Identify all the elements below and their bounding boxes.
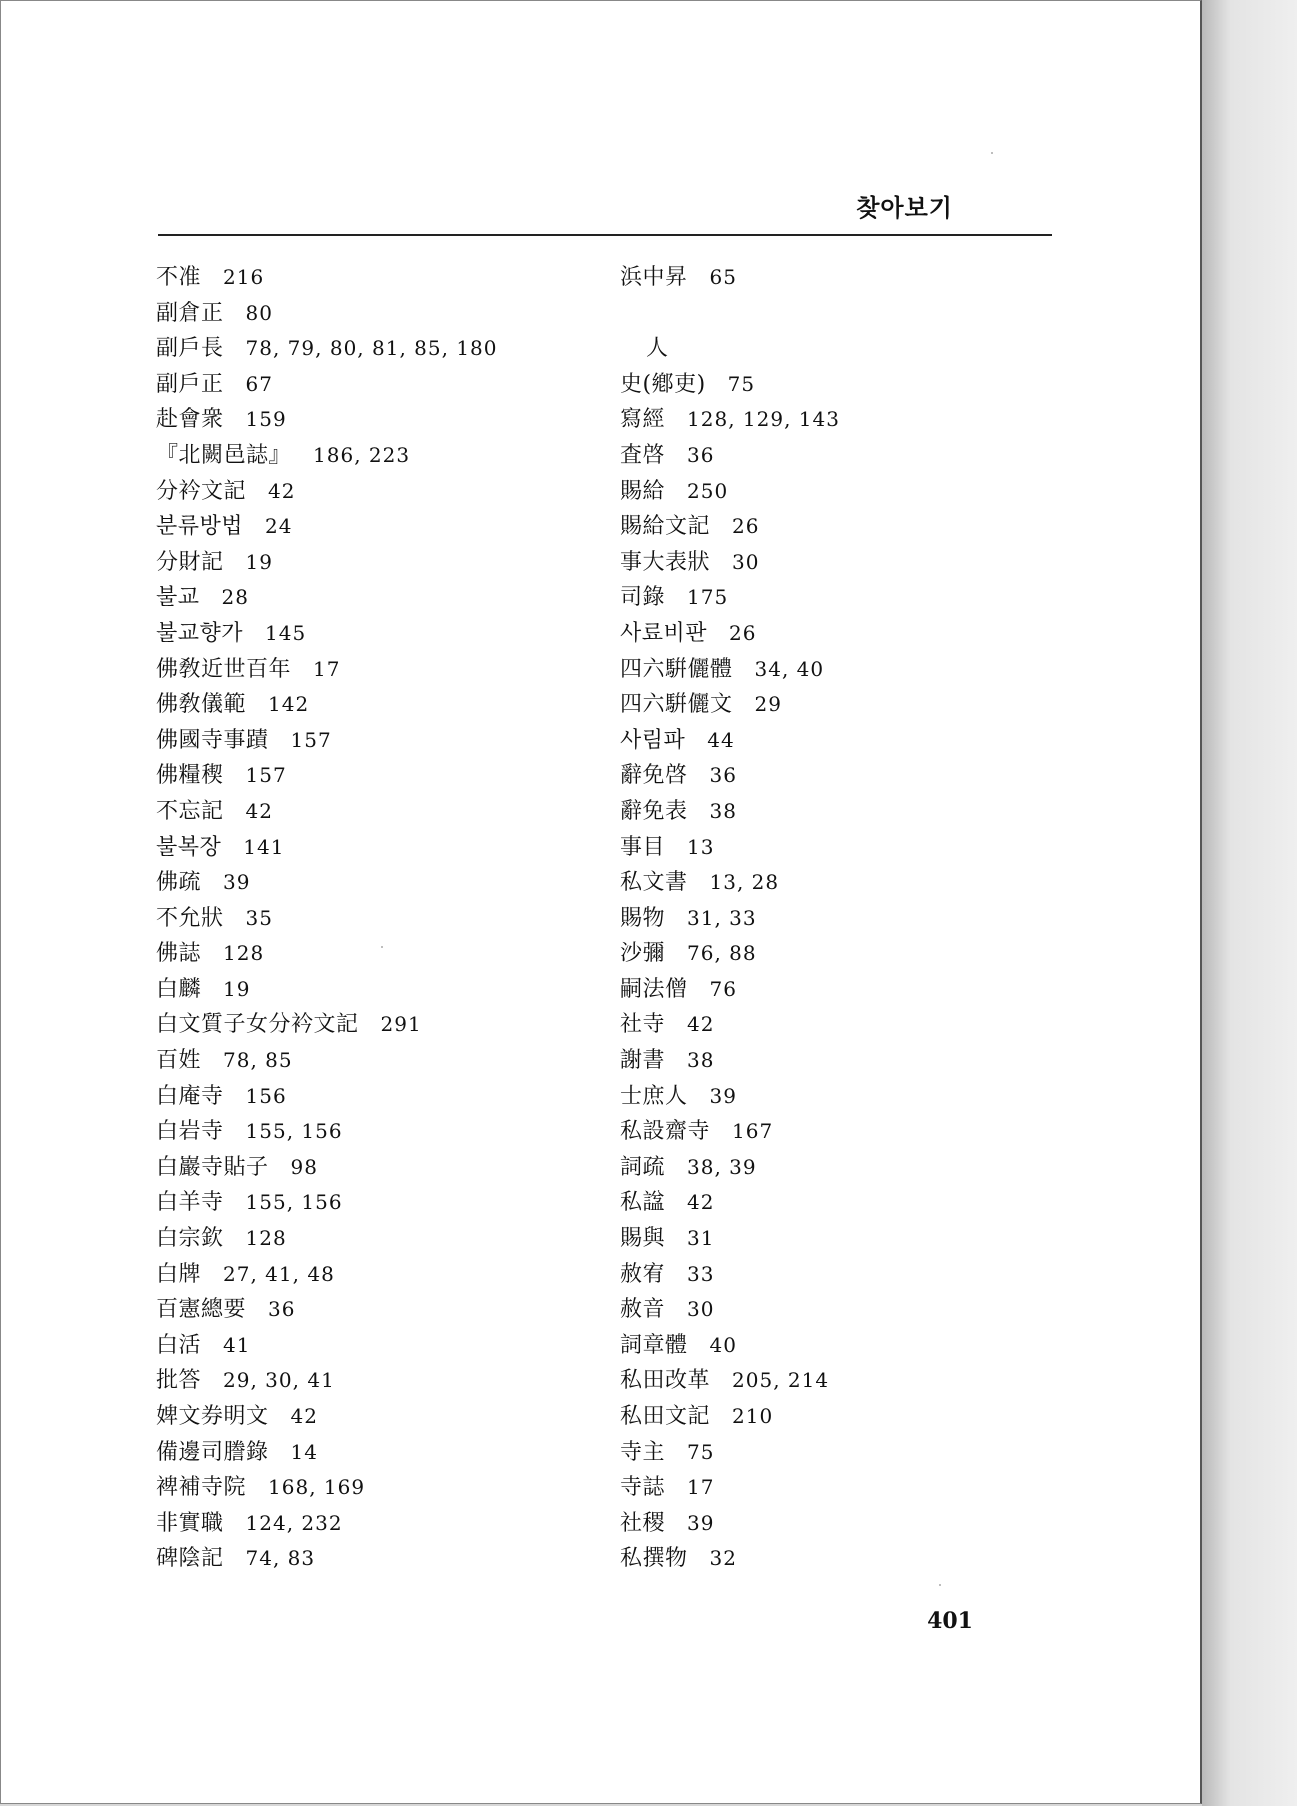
index-term: 詞疏: [620, 1154, 666, 1180]
index-term: 賜物: [620, 905, 666, 931]
paper-speck: [381, 946, 383, 948]
index-pages: 145: [265, 620, 307, 645]
index-entry: [620, 687, 1060, 723]
index-pages: 155, 156: [245, 1119, 343, 1144]
index-term: 佛敎近世百年: [156, 656, 292, 682]
index-term: 私田改革: [620, 1368, 711, 1394]
page-number: 401: [927, 1608, 973, 1634]
index-entry: [156, 331, 596, 367]
index-pages: 32: [709, 1546, 737, 1571]
index-term: 私設齋寺: [620, 1119, 711, 1145]
index-entry: [620, 260, 1060, 296]
index-entry: [620, 1399, 1060, 1435]
index-entry: [620, 1292, 1060, 1328]
index-entry: [156, 1257, 596, 1293]
index-term: 白牌: [156, 1261, 202, 1287]
index-term: 備邊司謄錄: [156, 1439, 269, 1465]
index-entry: [156, 758, 596, 794]
index-pages: 75: [727, 371, 756, 396]
index-pages: 39: [223, 870, 251, 895]
index-term: 士庶人: [620, 1083, 688, 1109]
index-entry: [156, 1150, 596, 1186]
index-pages: 205, 214: [732, 1368, 830, 1393]
index-entry: [156, 865, 596, 901]
index-entry: [620, 1541, 1060, 1577]
index-term: 不允狀: [156, 905, 224, 931]
index-entry: [156, 1470, 596, 1506]
index-entry: [620, 1007, 1060, 1043]
index-term: 司錄: [620, 585, 666, 611]
index-entry: [156, 474, 596, 510]
index-term: 赴會衆: [156, 407, 224, 433]
index-entry: [620, 580, 1060, 616]
index-entry: [620, 509, 1060, 545]
index-pages: 29: [754, 692, 782, 717]
header-rule: [158, 234, 1052, 236]
index-pages: 75: [687, 1439, 715, 1464]
index-term: 詞章體: [620, 1332, 688, 1358]
index-pages: 291: [380, 1012, 422, 1037]
index-pages: 42: [687, 1190, 715, 1215]
index-pages: 40: [709, 1332, 737, 1357]
index-term: 不准: [156, 265, 202, 290]
index-term: 寺主: [620, 1439, 666, 1465]
index-entry: [620, 1435, 1060, 1471]
index-entry: [620, 1363, 1060, 1399]
index-term: 史(鄕吏): [620, 371, 706, 397]
index-pages: 36: [268, 1297, 296, 1322]
index-term: 寺誌: [620, 1475, 666, 1501]
index-term: 賜與: [620, 1226, 666, 1252]
index-pages: 216: [223, 265, 265, 289]
index-entry: [620, 1470, 1060, 1506]
index-term: 佛疏: [156, 870, 202, 896]
index-entry: [156, 723, 596, 759]
index-pages: 65: [709, 265, 737, 289]
index-term: 婢文券明文: [156, 1404, 269, 1429]
index-column-left: [156, 260, 596, 1577]
index-pages: 31, 33: [687, 905, 757, 930]
index-entry: [620, 1150, 1060, 1186]
index-entry: [620, 865, 1060, 901]
index-pages: 19: [223, 976, 251, 1001]
index-entry: [620, 438, 1060, 474]
index-pages: 42: [268, 478, 296, 503]
index-pages: 67: [245, 371, 273, 396]
index-pages: 128: [223, 941, 265, 966]
index-term: 浜中昇: [620, 265, 688, 290]
index-term: 社寺: [620, 1012, 666, 1038]
index-entry: [620, 723, 1060, 759]
index-term: 百姓: [156, 1048, 202, 1074]
index-entry: [620, 402, 1060, 438]
index-entry: [620, 1043, 1060, 1079]
index-term: 非實職: [156, 1510, 224, 1536]
index-term: 불교향가: [156, 620, 244, 646]
index-pages: 33: [687, 1261, 715, 1286]
index-pages: 24: [265, 514, 293, 539]
index-group-top: [620, 260, 1060, 296]
index-entry: [620, 936, 1060, 972]
index-pages: 175: [687, 585, 729, 610]
index-term: 私撰物: [620, 1546, 688, 1572]
page-edge-shadow: [1202, 0, 1297, 1806]
index-term: 私文書: [620, 870, 688, 896]
index-entry: [620, 972, 1060, 1008]
index-term: 辭免表: [620, 798, 688, 824]
index-entry: [156, 1363, 596, 1399]
index-pages: 38: [709, 798, 737, 823]
index-pages: 76, 88: [687, 941, 757, 966]
index-pages: 80: [245, 300, 273, 325]
index-entry: [620, 616, 1060, 652]
index-entry: [156, 438, 596, 474]
index-pages: 26: [729, 620, 757, 645]
index-pages: 210: [732, 1404, 774, 1428]
index-pages: 13, 28: [709, 870, 780, 895]
index-entry: [156, 1399, 596, 1435]
index-pages: 42: [290, 1404, 318, 1428]
index-term: 嗣法僧: [620, 976, 688, 1002]
index-column-right: [620, 260, 1060, 1577]
index-pages: 42: [687, 1012, 715, 1037]
index-pages: 28: [221, 585, 249, 610]
index-pages: 157: [245, 763, 287, 788]
index-pages: 13: [687, 834, 715, 859]
index-entry: [156, 1114, 596, 1150]
index-pages: 38, 39: [687, 1154, 757, 1179]
index-entry: [156, 616, 596, 652]
index-pages: 186, 223: [313, 442, 411, 467]
index-entry: [156, 1541, 596, 1577]
index-term: 白羊寺: [156, 1190, 224, 1216]
index-entry: [156, 972, 596, 1008]
index-term: 佛誌: [156, 941, 202, 967]
index-entry: [156, 296, 596, 332]
index-entry: [156, 509, 596, 545]
index-entry: [156, 1221, 596, 1257]
index-pages: 17: [313, 656, 341, 681]
index-term: 赦音: [620, 1297, 666, 1323]
index-entry: [156, 652, 596, 688]
index-pages: 44: [707, 727, 735, 752]
index-term: 白庵寺: [156, 1083, 224, 1109]
index-term: 白麟: [156, 976, 202, 1002]
index-entry: [156, 830, 596, 866]
index-pages: 26: [732, 514, 760, 539]
index-pages: 167: [732, 1119, 774, 1144]
index-pages: 74, 83: [245, 1546, 316, 1571]
index-pages: 36: [687, 442, 715, 467]
index-term: 私田文記: [620, 1404, 711, 1429]
index-entry: [156, 1435, 596, 1471]
index-pages: 27, 41, 48: [223, 1261, 335, 1286]
index-pages: 250: [687, 478, 729, 503]
index-entry: [620, 474, 1060, 510]
index-term: 白活: [156, 1332, 202, 1358]
index-term: 白文質子女分衿文記: [156, 1012, 359, 1038]
index-entry: [620, 1079, 1060, 1115]
index-entry: [156, 936, 596, 972]
index-entry: [620, 794, 1060, 830]
index-term: 불교: [156, 585, 200, 611]
index-pages: 128: [245, 1226, 287, 1251]
index-term: 批答: [156, 1368, 202, 1394]
index-entry: [156, 1007, 596, 1043]
index-pages: 38: [687, 1048, 715, 1073]
index-term: 白宗欽: [156, 1226, 224, 1252]
index-entry: [156, 901, 596, 937]
index-entry: [620, 1328, 1060, 1364]
index-entry: [156, 1506, 596, 1542]
index-term: 분류방법: [156, 514, 244, 540]
index-entry: [156, 1185, 596, 1221]
index-group-section: [620, 367, 1060, 1577]
index-entry: [156, 1079, 596, 1115]
index-term: 佛國寺事蹟: [156, 727, 269, 753]
index-term: 私諡: [620, 1190, 666, 1216]
paper-speck: [939, 1584, 941, 1586]
index-entry: [156, 367, 596, 403]
index-pages: 98: [290, 1154, 318, 1179]
index-term: 碑陰記: [156, 1546, 224, 1572]
index-term: 불복장: [156, 834, 222, 860]
running-head: 찾아보기: [856, 194, 953, 222]
index-term: 四六騈儷文: [620, 692, 733, 718]
index-pages: 39: [709, 1083, 737, 1108]
index-pages: 156: [245, 1083, 287, 1108]
index-term: 사료비판: [620, 620, 708, 646]
index-term: 四六騈儷體: [620, 656, 733, 682]
index-term: 佛敎儀範: [156, 692, 247, 718]
section-gap: [620, 296, 1060, 332]
index-entry: [620, 901, 1060, 937]
index-pages: 128, 129, 143: [687, 407, 840, 432]
index-pages: 42: [245, 798, 273, 823]
index-pages: 142: [268, 692, 310, 717]
index-term: 사림파: [620, 727, 686, 753]
index-entry: [156, 1328, 596, 1364]
index-term: 事目: [620, 834, 666, 860]
index-term: 『北闕邑誌』: [156, 442, 292, 468]
index-term: 分財記: [156, 549, 224, 575]
index-pages: 39: [687, 1510, 715, 1535]
index-pages: 17: [687, 1475, 715, 1500]
index-term: 白岩寺: [156, 1119, 224, 1145]
index-pages: 141: [243, 834, 285, 859]
index-entry: [156, 402, 596, 438]
index-pages: 155, 156: [245, 1190, 343, 1215]
index-entry: [620, 1185, 1060, 1221]
index-entry: [620, 758, 1060, 794]
index-pages: 19: [245, 549, 273, 574]
index-pages: 168, 169: [268, 1475, 366, 1500]
index-entry: [620, 367, 1060, 403]
index-term: 沙彌: [620, 941, 666, 967]
index-entry: [156, 794, 596, 830]
index-entry: [156, 260, 596, 296]
index-term: 賜給文記: [620, 514, 711, 540]
index-term: 社稷: [620, 1510, 666, 1536]
index-entry: [620, 830, 1060, 866]
index-pages: 78, 85: [223, 1048, 293, 1073]
index-term: 副倉正: [156, 300, 224, 326]
index-pages: 14: [290, 1439, 318, 1464]
index-term: 裨補寺院: [156, 1475, 247, 1501]
index-term: 百憲總要: [156, 1297, 247, 1323]
index-entry: [620, 1257, 1060, 1293]
index-pages: 76: [709, 976, 737, 1001]
index-pages: 36: [709, 763, 737, 788]
index-entry: [156, 545, 596, 581]
index-entry: [620, 1506, 1060, 1542]
index-pages: 41: [223, 1332, 251, 1357]
index-term: 不忘記: [156, 798, 224, 824]
index-term: 赦宥: [620, 1261, 666, 1287]
index-term: 分衿文記: [156, 478, 247, 504]
index-term: 寫經: [620, 407, 666, 433]
section-letter: 人: [646, 336, 669, 362]
index-term: 副戶正: [156, 371, 224, 397]
index-pages: 30: [732, 549, 760, 574]
index-pages: 35: [245, 905, 273, 930]
paper-speck: [991, 152, 993, 154]
index-pages: 29, 30, 41: [223, 1368, 335, 1393]
index-pages: 159: [245, 407, 287, 432]
index-entry: [156, 580, 596, 616]
index-pages: 78, 79, 80, 81, 85, 180: [245, 336, 498, 361]
index-pages: 124, 232: [245, 1510, 343, 1535]
index-term: 辭免啓: [620, 763, 688, 789]
index-entry: [156, 1292, 596, 1328]
index-term: 副戶長: [156, 336, 224, 362]
index-term: 白巖寺貼子: [156, 1154, 269, 1180]
index-term: 佛糧稧: [156, 763, 224, 789]
index-term: 査啓: [620, 442, 666, 468]
index-entry: [620, 652, 1060, 688]
index-term: 事大表狀: [620, 549, 711, 575]
index-entry: [620, 1221, 1060, 1257]
index-term: 謝書: [620, 1048, 666, 1074]
index-pages: 31: [687, 1226, 715, 1251]
index-pages: 34, 40: [754, 656, 825, 681]
index-entry: [156, 687, 596, 723]
index-entry: [620, 1114, 1060, 1150]
index-pages: 157: [290, 727, 332, 752]
index-entry: [156, 1043, 596, 1079]
index-term: 賜給: [620, 478, 666, 504]
index-pages: 30: [687, 1297, 715, 1322]
index-entry: [620, 545, 1060, 581]
